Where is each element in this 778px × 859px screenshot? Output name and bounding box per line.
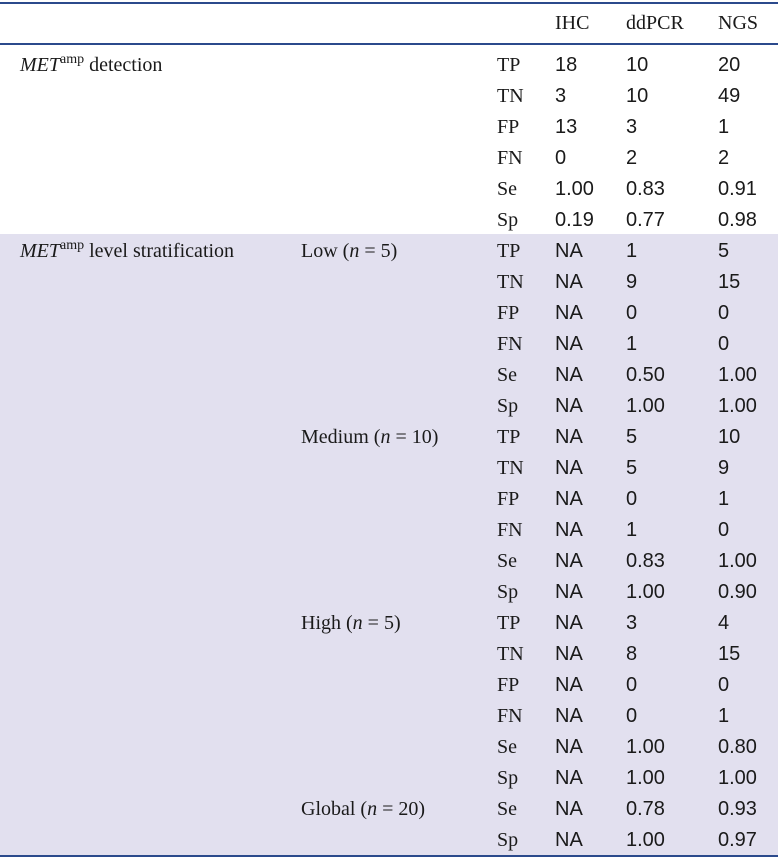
ddpcr-cell: 10	[626, 85, 649, 107]
metric-cell: TP	[497, 54, 521, 76]
group-label-count: = 5)	[362, 612, 401, 634]
ddpcr-cell: 0	[626, 302, 638, 324]
ihc-cell: NA	[555, 519, 583, 541]
ihc-cell: NA	[555, 612, 583, 634]
table-row	[0, 453, 778, 484]
table-row	[0, 484, 778, 515]
ngs-cell: 1.00	[718, 767, 757, 789]
ihc-cell: NA	[555, 767, 583, 789]
table-row	[0, 670, 778, 701]
table-row	[0, 515, 778, 546]
table-header	[0, 8, 778, 39]
group-label-n: n	[352, 612, 363, 634]
ngs-cell: 2	[718, 147, 730, 169]
ihc-cell: 18	[555, 54, 578, 76]
metric-cell: FN	[497, 333, 523, 355]
metric-cell: TN	[497, 643, 524, 665]
metric-cell: TN	[497, 457, 524, 479]
section-title-superscript: amp	[60, 238, 85, 253]
table-row	[0, 608, 778, 639]
column-header-ddpcr: ddPCR	[626, 12, 684, 34]
ddpcr-cell: 0	[626, 674, 638, 696]
ihc-cell: NA	[555, 581, 583, 603]
table-row	[0, 174, 778, 205]
ddpcr-cell: 5	[626, 457, 638, 479]
ihc-cell: NA	[555, 333, 583, 355]
table-row	[0, 391, 778, 422]
ngs-cell: 20	[718, 54, 741, 76]
table-row	[0, 422, 778, 453]
ngs-cell: 0	[718, 519, 730, 541]
ngs-cell: 0.80	[718, 736, 757, 758]
ihc-cell: NA	[555, 674, 583, 696]
table-row	[0, 143, 778, 174]
ihc-cell: NA	[555, 302, 583, 324]
ihc-cell: 13	[555, 116, 578, 138]
metric-cell: TP	[497, 240, 521, 262]
group-label	[301, 422, 438, 453]
table-row	[0, 360, 778, 391]
metric-cell: Se	[497, 550, 517, 572]
ddpcr-cell: 3	[626, 116, 638, 138]
metric-cell: TN	[497, 271, 524, 293]
ddpcr-cell: 0	[626, 705, 638, 727]
group-label-n: n	[367, 798, 378, 820]
table-row	[0, 701, 778, 732]
table-row	[0, 50, 778, 81]
ngs-cell: 5	[718, 240, 730, 262]
metric-cell: Se	[497, 736, 517, 758]
ddpcr-cell: 1.00	[626, 767, 665, 789]
section-title-superscript: amp	[60, 52, 85, 67]
ddpcr-cell: 1.00	[626, 736, 665, 758]
table-row	[0, 81, 778, 112]
ddpcr-cell: 9	[626, 271, 638, 293]
table-top-rule	[0, 2, 778, 4]
ngs-cell: 1.00	[718, 550, 757, 572]
table-row	[0, 577, 778, 608]
group-label-count: = 5)	[359, 240, 398, 262]
ddpcr-cell: 1.00	[626, 395, 665, 417]
table-row	[0, 112, 778, 143]
table-row	[0, 546, 778, 577]
ddpcr-cell: 0.77	[626, 209, 665, 231]
section-title-gene: MET	[20, 54, 60, 76]
ngs-cell: 0.90	[718, 581, 757, 603]
ihc-cell: NA	[555, 457, 583, 479]
ngs-cell: 0.91	[718, 178, 757, 200]
metric-cell: Sp	[497, 209, 519, 231]
ngs-cell: 0.98	[718, 209, 757, 231]
ngs-cell: 1	[718, 488, 730, 510]
ihc-cell: 0.19	[555, 209, 594, 231]
ihc-cell: NA	[555, 550, 583, 572]
metric-cell: Se	[497, 798, 517, 820]
ngs-cell: 49	[718, 85, 741, 107]
ngs-cell: 1.00	[718, 395, 757, 417]
table-row	[0, 825, 778, 856]
ddpcr-cell: 10	[626, 54, 649, 76]
table-row	[0, 732, 778, 763]
ngs-cell: 10	[718, 426, 741, 448]
ddpcr-cell: 3	[626, 612, 638, 634]
ihc-cell: 3	[555, 85, 567, 107]
ihc-cell: NA	[555, 488, 583, 510]
metric-cell: FN	[497, 147, 523, 169]
table-row	[0, 639, 778, 670]
ddpcr-cell: 5	[626, 426, 638, 448]
ihc-cell: NA	[555, 395, 583, 417]
table-header-rule	[0, 43, 778, 45]
ihc-cell: NA	[555, 364, 583, 386]
metric-cell: FP	[497, 674, 520, 696]
ngs-cell: 1.00	[718, 364, 757, 386]
ddpcr-cell: 0.83	[626, 178, 665, 200]
group-label-text: Global (	[301, 798, 368, 820]
column-header-ihc: IHC	[555, 12, 590, 34]
section-title	[20, 236, 234, 267]
ddpcr-cell: 8	[626, 643, 638, 665]
ihc-cell: 0	[555, 147, 567, 169]
metric-cell: FP	[497, 488, 520, 510]
ngs-cell: 0	[718, 333, 730, 355]
metric-cell: Sp	[497, 581, 519, 603]
section-title-text: level stratification	[84, 240, 235, 262]
metric-cell: TN	[497, 85, 524, 107]
ihc-cell: NA	[555, 705, 583, 727]
metric-cell: Se	[497, 178, 517, 200]
ddpcr-cell: 0.50	[626, 364, 665, 386]
ddpcr-cell: 1	[626, 333, 638, 355]
group-label	[301, 608, 401, 639]
section-title	[20, 50, 162, 81]
group-label-text: Low (	[301, 240, 350, 262]
group-label-count: = 20)	[377, 798, 426, 820]
ihc-cell: NA	[555, 426, 583, 448]
ddpcr-cell: 1.00	[626, 829, 665, 851]
ddpcr-cell: 1	[626, 240, 638, 262]
ddpcr-cell: 1.00	[626, 581, 665, 603]
table-row	[0, 298, 778, 329]
table-row	[0, 763, 778, 794]
ngs-cell: 0	[718, 674, 730, 696]
table-row	[0, 794, 778, 825]
ngs-cell: 1	[718, 116, 730, 138]
ihc-cell: 1.00	[555, 178, 594, 200]
ihc-cell: NA	[555, 798, 583, 820]
metric-cell: Sp	[497, 767, 519, 789]
ngs-cell: 1	[718, 705, 730, 727]
column-header-ngs: NGS	[718, 12, 759, 34]
metric-cell: FP	[497, 116, 520, 138]
metric-cell: TP	[497, 426, 521, 448]
group-label-text: High (	[301, 612, 353, 634]
group-label	[301, 236, 397, 267]
section-title-gene: MET	[20, 240, 60, 262]
ihc-cell: NA	[555, 240, 583, 262]
ddpcr-cell: 0	[626, 488, 638, 510]
ngs-cell: 15	[718, 271, 741, 293]
metric-cell: Sp	[497, 395, 519, 417]
table-row	[0, 267, 778, 298]
metric-cell: Sp	[497, 829, 519, 851]
ddpcr-cell: 0.78	[626, 798, 665, 820]
metric-cell: FP	[497, 302, 520, 324]
ihc-cell: NA	[555, 736, 583, 758]
ngs-cell: 0	[718, 302, 730, 324]
metric-cell: FN	[497, 519, 523, 541]
ihc-cell: NA	[555, 829, 583, 851]
ddpcr-cell: 1	[626, 519, 638, 541]
ngs-cell: 4	[718, 612, 730, 634]
ihc-cell: NA	[555, 643, 583, 665]
ihc-cell: NA	[555, 271, 583, 293]
table-row	[0, 329, 778, 360]
ngs-cell: 15	[718, 643, 741, 665]
ddpcr-cell: 2	[626, 147, 638, 169]
ngs-cell: 0.97	[718, 829, 757, 851]
group-label-n: n	[380, 426, 391, 448]
metric-cell: TP	[497, 612, 521, 634]
group-label-text: Medium (	[301, 426, 381, 448]
ngs-cell: 9	[718, 457, 730, 479]
group-label-count: = 10)	[390, 426, 439, 448]
table-row	[0, 236, 778, 267]
group-label	[301, 794, 425, 825]
metric-cell: FN	[497, 705, 523, 727]
table-row	[0, 205, 778, 236]
metric-cell: Se	[497, 364, 517, 386]
ddpcr-cell: 0.83	[626, 550, 665, 572]
section-title-text: detection	[84, 54, 163, 76]
group-label-n: n	[349, 240, 360, 262]
ngs-cell: 0.93	[718, 798, 757, 820]
